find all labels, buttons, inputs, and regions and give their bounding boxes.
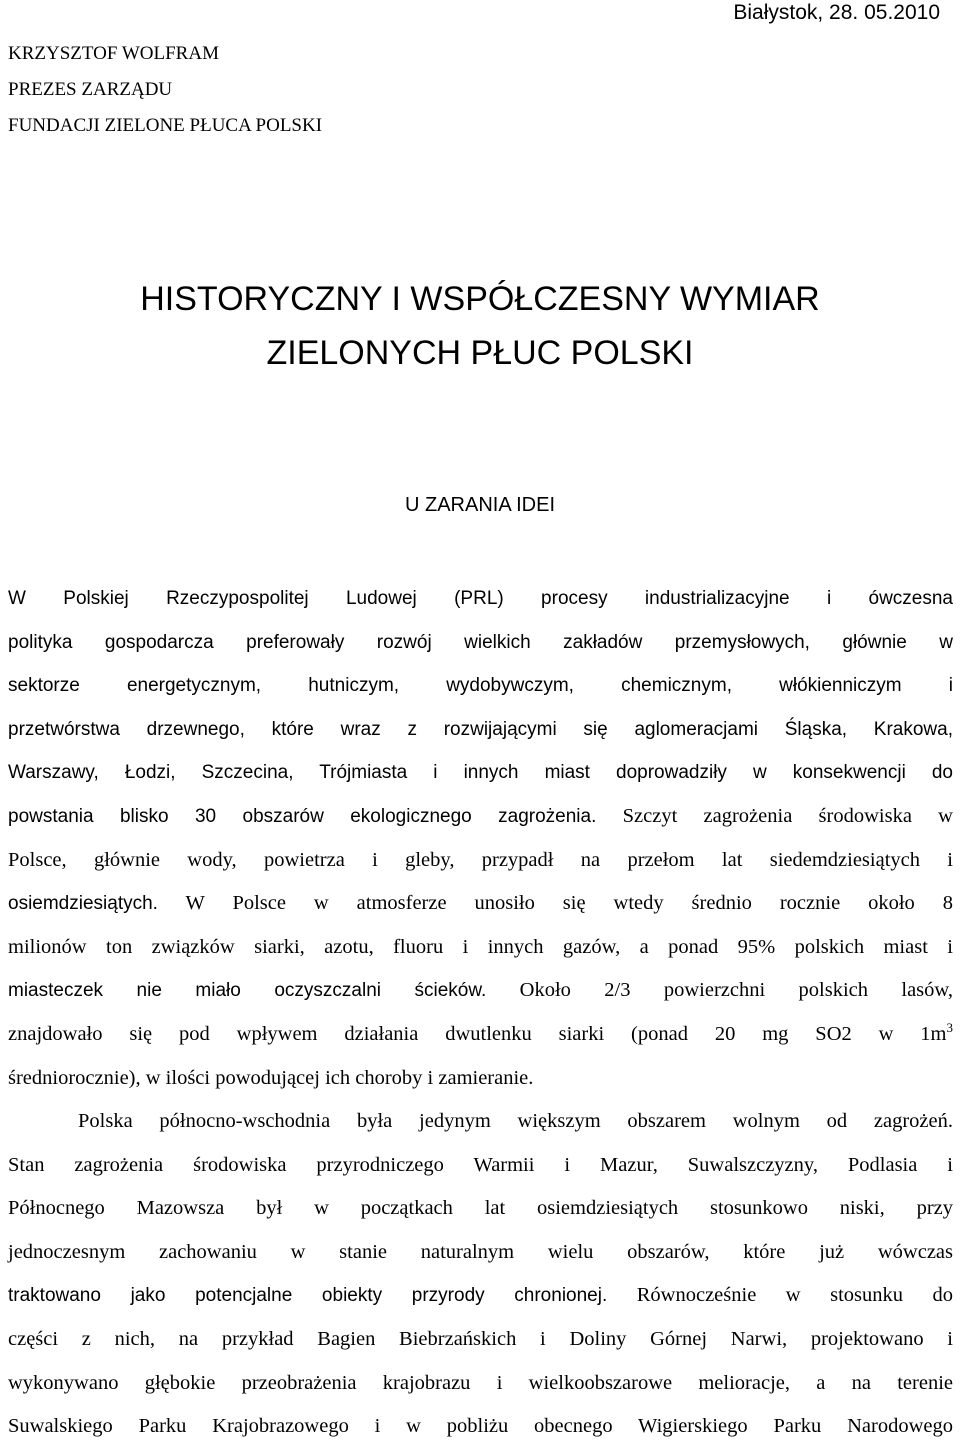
- text-segment: osiemdziesiątych.: [8, 893, 158, 915]
- text-line: milionów ton związków siarki, azotu, fluoru i innych gazów, a ponad 95% polskich miast i: [8, 935, 953, 958]
- paragraph-1: [8, 577, 953, 1100]
- text-line: W Polskiej Rzeczypospolitej Ludowej (PRL) procesy industrializacyjne i ówczesna: [8, 588, 953, 609]
- text-line: [8, 969, 953, 1013]
- author-block: [8, 36, 322, 144]
- text-segment: miasteczek nie miało oczyszczalni ścieków.: [8, 980, 487, 1002]
- document-title: [0, 272, 960, 380]
- text-segment: powstania blisko 30 obszarów ekologicznego zagrożenia.: [8, 805, 597, 827]
- text-line: polityka gospodarcza preferowały rozwój wielkich zakładów przemysłowych, głównie w: [8, 631, 953, 653]
- text-line: [8, 882, 953, 926]
- text-line: części z nich, na przykład Bagien Biebrzańskich i Doliny Górnej Narwi, projektowano i: [8, 1327, 953, 1350]
- text-line: Polsce, głównie wody, powietrza i gleby, przypadł na przełom lat siedemdziesiątych i: [8, 848, 953, 871]
- text-line: Północnego Mazowsza był w początkach lat osiemdziesiątych stosunkowo niski, przy: [8, 1197, 953, 1220]
- text-line: Warszawy, Łodzi, Szczecina, Trójmiasta i innych miast doprowadziły w konsekwencji do: [8, 762, 953, 784]
- title-line-2: ZIELONYCH PŁUC POLSKI: [266, 334, 694, 372]
- author-organization: FUNDACJI ZIELONE PŁUCA POLSKI: [8, 115, 323, 136]
- text-segment: Szczyt zagrożenia środowiska w: [596, 804, 953, 827]
- paragraph-2: [8, 1100, 953, 1449]
- section-heading: U ZARANIA IDEI: [404, 494, 556, 516]
- text-line: [8, 1274, 953, 1318]
- author-position: PREZES ZARZĄDU: [8, 79, 173, 100]
- text-line: Stan zagrożenia środowiska przyrodniczego Warmii i Mazur, Suwalszczyzny, Podlasia i: [8, 1153, 953, 1176]
- document-date: Białystok, 28. 05.2010: [733, 1, 940, 24]
- text-line: Polska północno-wschodnia była jedynym większym obszarem wolnym od zagrożeń.: [78, 1110, 953, 1132]
- author-name: KRZYSZTOF WOLFRAM: [8, 43, 219, 64]
- text-line: [8, 795, 953, 839]
- text-line: [8, 1013, 953, 1057]
- superscript: 3: [946, 1019, 953, 1035]
- text-segment: Około 2/3 powierzchni polskich lasów,: [486, 979, 953, 1002]
- text-line: jednoczesnym zachowaniu w stanie naturalnym wielu obszarów, które już wówczas: [8, 1240, 953, 1263]
- text-line: sektorze energetycznym, hutniczym, wydobywczym, chemicznym, włókienniczym i: [8, 675, 953, 697]
- text-segment: Równocześnie w stosunku do: [607, 1284, 953, 1307]
- text-segment: traktowano jako potencjalne obiekty przyrody chronionej.: [8, 1285, 608, 1307]
- text-line: Suwalskiego Parku Krajobrazowego i w pobliżu obecnego Wigierskiego Parku Narodowego: [8, 1415, 953, 1438]
- text-segment: znajdowało się pod wpływem działania dwutlenku siarki (ponad 20 mg SO2 w 1m: [8, 1022, 947, 1045]
- text-line: przetwórstwa drzewnego, które wraz z rozwijającymi się aglomeracjami Śląska, Krakowa,: [8, 718, 953, 740]
- title-line-1: HISTORYCZNY I WSPÓŁCZESNY WYMIAR: [140, 280, 820, 318]
- text-line: średniorocznie), w ilości powodującej ich choroby i zamieranie.: [8, 1066, 534, 1089]
- text-line: wykonywano głębokie przeobrażenia krajobrazu i wielkoobszarowe melioracje, a na terenie: [8, 1371, 953, 1394]
- text-segment: W Polsce w atmosferze unosiło się wtedy średnio rocznie około 8: [157, 892, 953, 915]
